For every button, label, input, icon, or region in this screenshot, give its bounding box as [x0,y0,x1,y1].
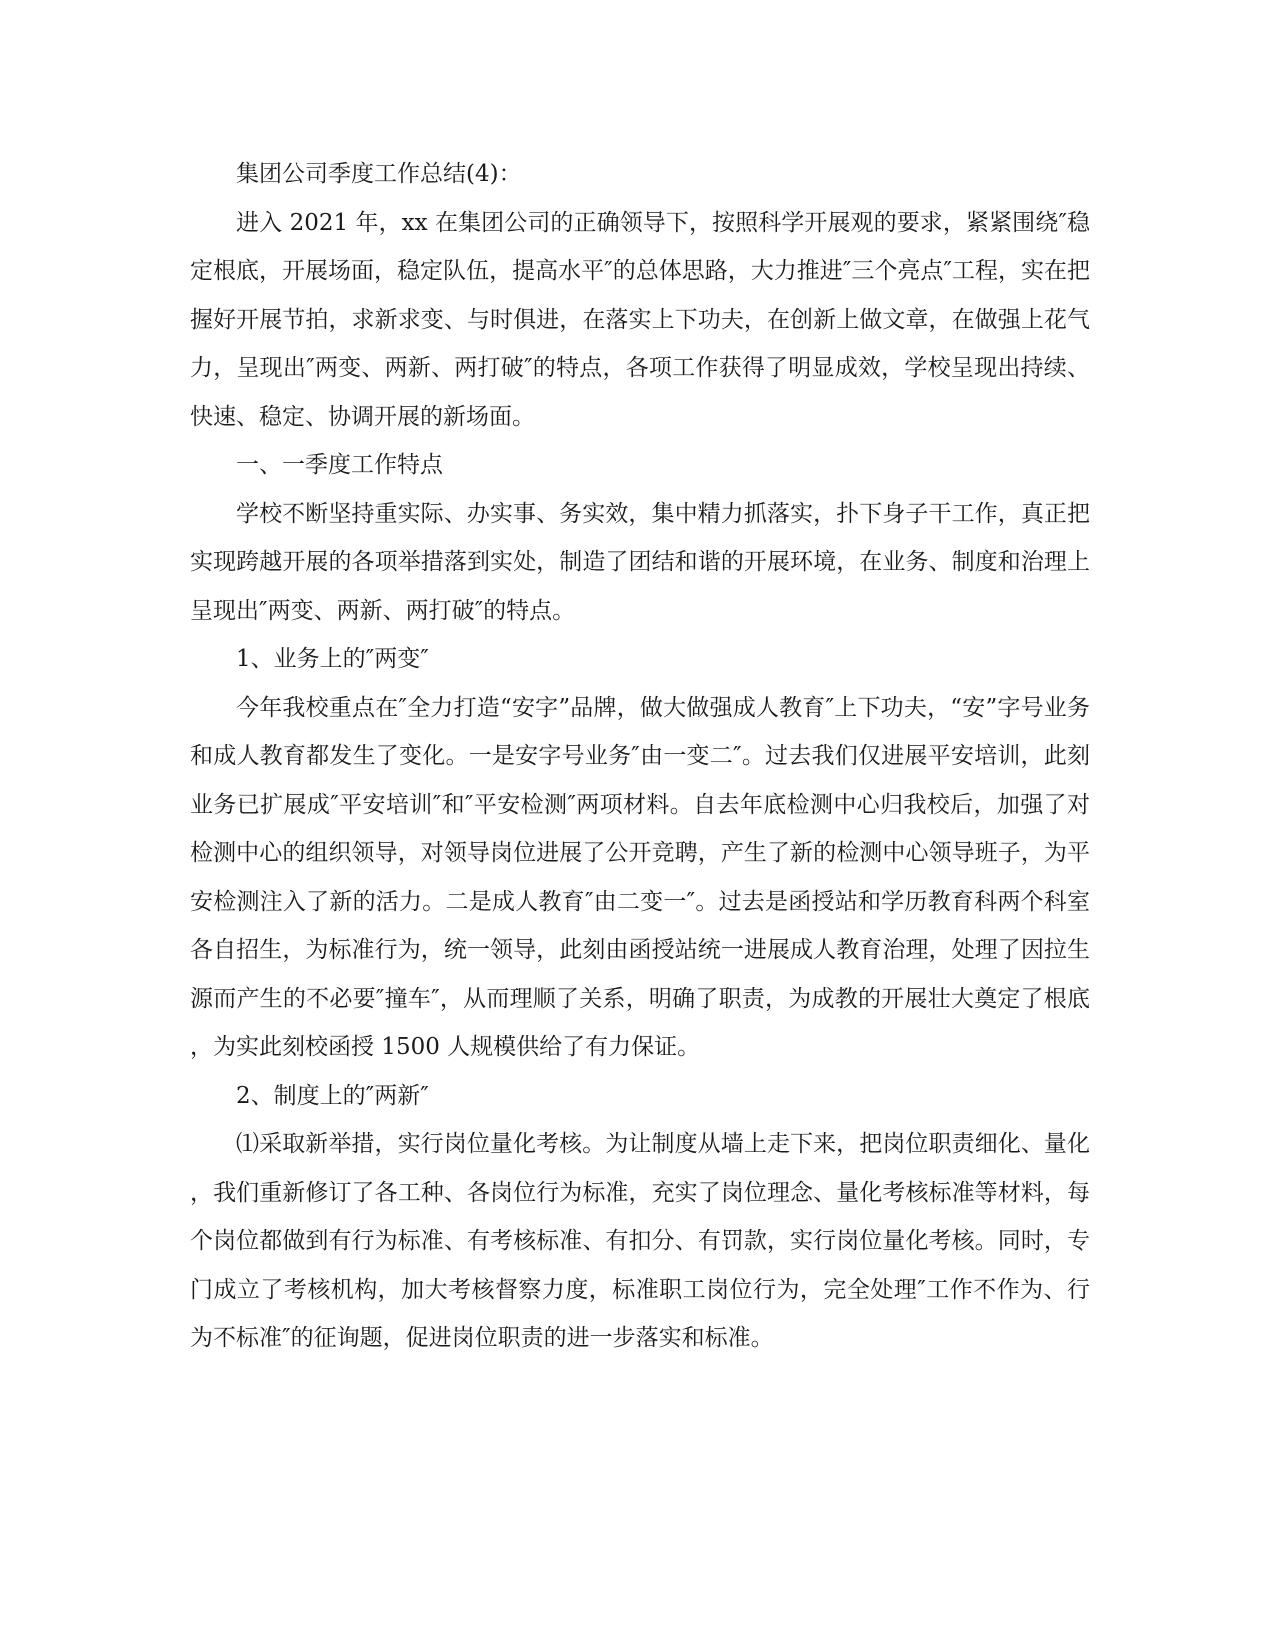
document-title: 集团公司季度工作总结(4)： [236,161,522,187]
section-heading-features: 一、一季度工作特点 [236,452,443,478]
intro-paragraph: 进入 2021 年，xx 在集团公司的正确领导下，按照科学开展观的要求，紧紧围绕″稳定根底，开展场面，稳定队伍，提高水平″的总体思路，大力推进″三个亮点″工程，实在把握好开展节拍，求新求变、与时俱进，在落实上下功夫，在创新上做文章，在做强上花气力，呈现出″两变、两新、两打破″的特点，各项工作获得了明显成效，学校呈现出持续、快速、稳定、协调开展的新场面。 [190,209,1090,430]
business-changes-paragraph: 今年我校重点在″全力打造“安字”品牌，做大做强成人教育″上下功夫，“安”字号业务和成人教育都发生了变化。一是安字号业务″由一变二″。过去我们仅进展平安培训，此刻业务已扩展成″平安培训″和″平安检测″两项材料。自去年底检测中心归我校后，加强了对检测中心的组织领导，对领导岗位进展了公开竞聘，产生了新的检测中心领导班子，为平安检测注入了新的活力。二是成人教育″由二变一″。过去是函授站和学历教育科两个科室各自招生，为标准行为，统一领导，此刻由函授站统一进展成人教育治理，处理了因拉生源而产生的不必要″撞车″，从而理顺了关系，明确了职责，为成教的开展壮大奠定了根底，为实此刻校函授 1500 人规模供给了有力保证。 [190,694,1090,1060]
system-news-paragraph: ⑴采取新举措，实行岗位量化考核。为让制度从墙上走下来，把岗位职责细化、量化，我们重新修订了各工种、各岗位行为标准，充实了岗位理念、量化考核标准等材料，每个岗位都做到有行为标准、有考核标准、有扣分、有罚款，实行岗位量化考核。同时，专门成立了考核机构，加大考核督察力度，标准职工岗位行为，完全处理″工作不作为、行为不标准″的征询题，促进岗位职责的进一步落实和标准。 [190,1131,1090,1351]
features-paragraph: 学校不断坚持重实际、办实事、务实效，集中精力抓落实，扑下身子干工作，真正把实现跨越开展的各项举措落到实处，制造了团结和谐的开展环境，在业务、制度和治理上呈现出″两变、两新、两打破″的特点。 [190,500,1090,624]
subheading-business-changes: 1、业务上的″两变″ [236,646,429,672]
subheading-system-news: 2、制度上的″两新″ [236,1082,429,1109]
document-body [190,150,1090,1363]
